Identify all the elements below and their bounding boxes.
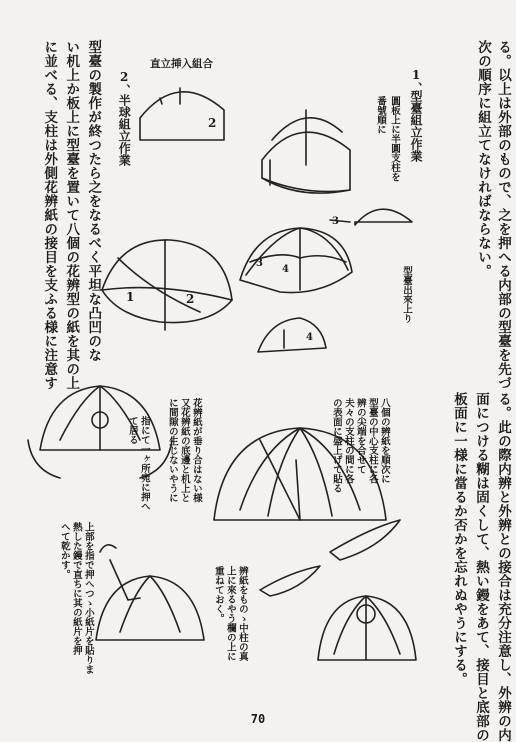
diagram-number-4b: 4 <box>306 332 313 343</box>
intro-text-line-2: 次の順序に組立てなければならない。 <box>475 40 491 278</box>
order-caption-line-5: の表面に盛上げて貼る <box>330 398 342 493</box>
petal-caption-line-2: 又花辨紙の底邊と机上と <box>178 398 190 503</box>
piece-caption-line-1: 辨紙をものゝ中柱の真 <box>236 566 248 661</box>
cross-insert-label: 直立挿入組合 <box>150 58 213 70</box>
frame-on-board-illustration <box>262 110 350 193</box>
arc-piece-3-illustration <box>330 209 412 225</box>
body-text-line-3: 板面に一様に當るか否かを忘れぬやうにする。 <box>451 392 467 686</box>
complete-label: 型臺出來上り <box>401 266 412 323</box>
diagram-number-4: 4 <box>282 264 289 275</box>
section-2-heading: 半球組立作業 <box>117 94 132 166</box>
press-caption-line-2: て居る <box>126 416 138 445</box>
petal-caption-line-1: 花辨紙が垂り合はない様 <box>190 398 202 503</box>
piece-caption-line-2: 上に來るやう欄の上に <box>224 566 236 661</box>
piece-caption-line-3: 重ねておく。 <box>212 566 224 623</box>
intro-text-line-1: る。以上は外部のもので、之を押へる内部の型臺を先づ <box>495 40 511 390</box>
body-text-line-1: る。此の際内辨と外辨との接合は充分注意し、外辨の内 <box>495 392 511 742</box>
diagram-number-3: 3 <box>256 258 263 269</box>
large-frame-illustration <box>102 240 232 330</box>
arc-piece-4-illustration <box>258 318 326 352</box>
section-2-line-1: 型臺の製作が終つたら之をなるべく平坦な凸凹のな <box>85 40 102 362</box>
petal-pieces-illustration <box>260 520 400 596</box>
order-caption-line-4: 夫々の支柱の間に各 <box>342 398 354 484</box>
section-2-number: 2、 <box>117 70 132 96</box>
hemisphere-finished-illustration <box>318 596 416 660</box>
section-1-heading: 型臺組立作業 <box>409 90 423 162</box>
order-caption-line-3: 辨の尖端を合せて <box>354 398 366 474</box>
half-disc-illustration <box>140 88 224 140</box>
body-text-line-2: 面につける糊は固くして、熱い鏝をあて、接目と底部の <box>473 392 489 742</box>
diagram-number-3b: 3 <box>332 216 339 227</box>
section-2-line-3: に並べる、支柱は外側花辨紙の接目を支ふる様に注意す <box>41 40 58 390</box>
top-caption-line-1: 上部を指で押へつゝ小紙片を貼りま <box>82 522 94 674</box>
board-label-line-1: 圓板上に半圓支柱を <box>389 96 400 182</box>
petal-caption-line-3: に間隙の生じないやうに <box>166 398 178 503</box>
section-1-number: 1、 <box>409 68 423 94</box>
section-2-line-2: い机上か板上に型臺を置いて八個の花辨型の紙を其の上 <box>63 40 80 390</box>
diagram-number-2: 2 <box>186 292 195 306</box>
order-caption-line-1: 八個の辨紙を順次に <box>378 398 390 484</box>
board-label-line-2: 番號順に <box>375 96 386 134</box>
top-caption-line-3: へて乾かす。 <box>58 522 70 579</box>
diagram-number-2-top: 2 <box>208 116 217 130</box>
top-caption-line-2: 熱した鏝で直ちに其の紙片を押 <box>70 522 82 655</box>
order-caption-line-2: 型臺の中心支柱に各 <box>366 398 378 484</box>
hemisphere-press-illustration <box>96 545 204 640</box>
press-caption-line-1: 指にて一ヶ所宛に押へ <box>138 416 150 511</box>
diagram-number-1: 1 <box>126 290 135 304</box>
page-number: 70 <box>250 712 266 726</box>
hemisphere-hands-illustration <box>28 386 172 478</box>
